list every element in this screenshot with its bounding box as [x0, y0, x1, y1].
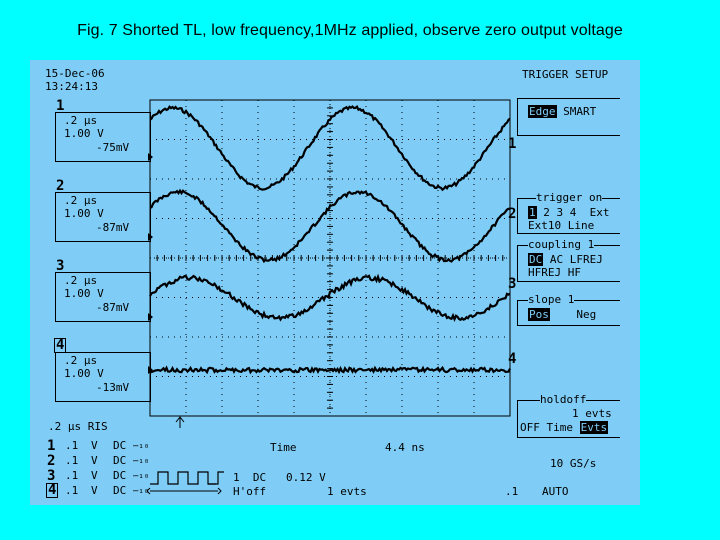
row-scale: .1	[65, 439, 79, 452]
holdoff-label: holdoff	[540, 393, 587, 406]
channel-4-right-marker: 4	[508, 351, 517, 367]
channel-4-number: 4	[56, 337, 65, 353]
figure-caption: Fig. 7 Shorted TL, low frequency,1MHz applied, observe zero output voltage	[77, 22, 623, 39]
mode-smart-option[interactable]: SMART	[563, 105, 597, 118]
row-unit: V	[91, 439, 98, 452]
coupling-channel: 1	[587, 238, 595, 251]
coupling-options[interactable]: AC LFREJ	[549, 253, 603, 266]
row-coupling: DC	[113, 484, 127, 497]
channel-3-timebase: .2 μs	[64, 274, 98, 287]
trig-source-2[interactable]: 2	[543, 206, 550, 219]
channel-4-offset: -13mV	[96, 381, 130, 394]
row-bandwidth: ̶₁₀	[133, 471, 150, 481]
channel-1-timebase: .2 μs	[64, 114, 98, 127]
row-scale: .1	[65, 484, 79, 497]
time-label: Time	[270, 441, 297, 454]
channel-3-right-marker: 3	[508, 276, 517, 292]
row-channel-number: 4	[48, 482, 57, 498]
channel-3-volts: 1.00 V	[64, 287, 104, 300]
acquisition-mode: .2 μs RIS	[48, 420, 108, 433]
channel-1-volts: 1.00 V	[64, 127, 104, 140]
trig-source-3[interactable]: 3	[556, 206, 564, 219]
oscilloscope-screen	[30, 60, 640, 505]
channel-2-right-marker: 2	[508, 206, 517, 222]
holdoff-value: 1 evts	[572, 407, 612, 420]
trigger-auto-mode[interactable]: AUTO	[542, 485, 569, 498]
trig-source-1[interactable]: 1	[529, 206, 536, 219]
trig-source-4[interactable]: 4	[569, 206, 577, 219]
time-readout: 13:24:13	[45, 80, 98, 93]
channel-2-offset: -87mV	[96, 221, 130, 234]
channel-4-timebase: .2 μs	[64, 354, 98, 367]
row-scale: .1	[65, 469, 79, 482]
row-coupling: DC	[113, 439, 127, 452]
trig-source-ext10-line[interactable]: Ext10 Line	[528, 219, 595, 232]
holdoff-options[interactable]: OFF Time	[520, 421, 573, 434]
row-scale: .1	[65, 454, 79, 467]
slope-pos-option[interactable]: Pos	[529, 308, 549, 321]
row-channel-number: 1	[47, 438, 56, 454]
date-readout: 15-Dec-06	[45, 67, 105, 80]
channel-1-right-marker: 1	[508, 136, 517, 152]
sample-rate: 10 GS/s	[550, 457, 597, 470]
coupling-dc-option[interactable]: DC	[529, 253, 543, 266]
row-bandwidth: ̶₁₀	[133, 441, 150, 451]
slope-neg-option[interactable]: Neg	[576, 308, 597, 321]
holdoff-readout-value: 1 evts	[327, 485, 367, 498]
channel-4-volts: 1.00 V	[64, 367, 104, 380]
holdoff-readout-label: H'off	[233, 485, 267, 498]
channel-3-number: 3	[56, 258, 65, 274]
slope-channel: 1	[567, 293, 575, 306]
trigger-pulse-icon	[30, 60, 640, 505]
run-channel: .1	[505, 485, 519, 498]
trigger-level: 0.12 V	[286, 471, 326, 484]
row-coupling: DC	[113, 469, 127, 482]
menu-title: TRIGGER SETUP	[522, 68, 609, 81]
row-bandwidth: ̶₁₀	[133, 456, 150, 466]
coupling-options-2[interactable]: HFREJ HF	[528, 266, 581, 279]
row-unit: V	[91, 484, 98, 497]
channel-1-number: 1	[56, 98, 65, 114]
coupling-label: coupling	[528, 238, 581, 251]
trigger-coupling: DC	[252, 471, 267, 484]
channel-2-timebase: .2 μs	[64, 194, 98, 207]
row-bandwidth: ̶₁₀	[133, 486, 150, 496]
row-unit: V	[91, 469, 98, 482]
channel-2-volts: 1.00 V	[64, 207, 104, 220]
channel-1-offset: -75mV	[96, 141, 130, 154]
trigger-on-label: trigger on	[536, 191, 603, 204]
time-value: 4.4 ns	[385, 441, 425, 454]
row-channel-number: 2	[47, 453, 56, 469]
holdoff-evts-option[interactable]: Evts	[580, 421, 608, 434]
slope-label: slope	[528, 293, 562, 306]
row-channel-number: 3	[47, 468, 56, 484]
channel-3-offset: -87mV	[96, 301, 130, 314]
trig-source-ext[interactable]: Ext	[589, 206, 610, 219]
row-unit: V	[91, 454, 98, 467]
channel-2-number: 2	[56, 178, 65, 194]
mode-edge-option[interactable]: Edge	[529, 105, 556, 118]
row-coupling: DC	[113, 454, 127, 467]
trigger-channel: 1	[233, 471, 240, 484]
